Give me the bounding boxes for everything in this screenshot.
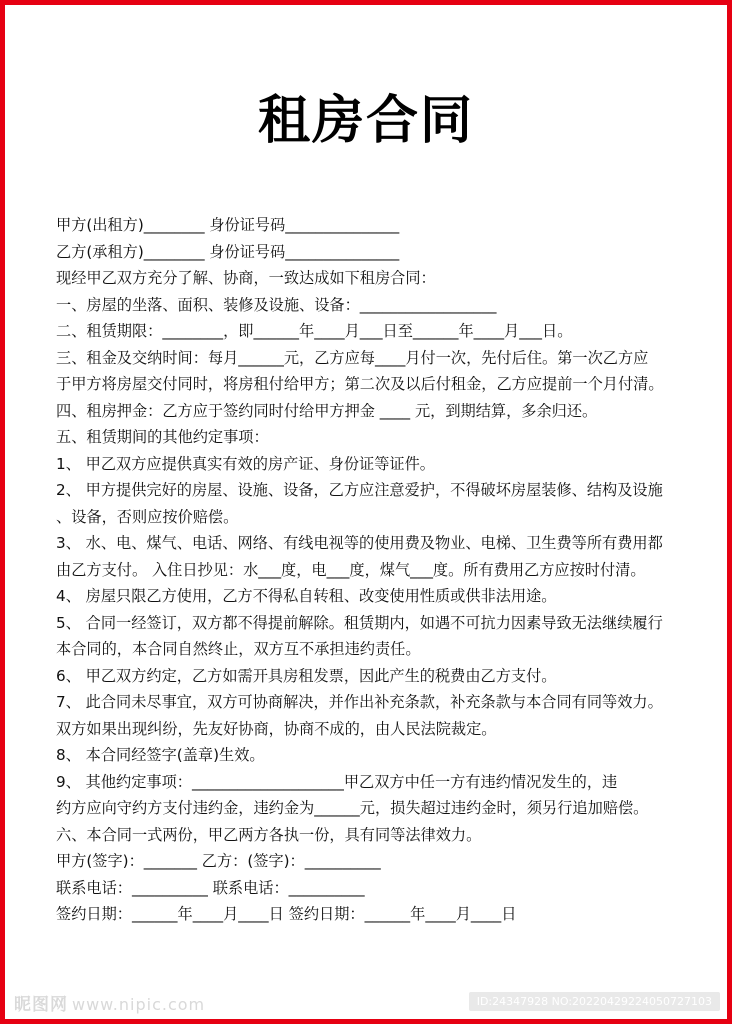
item-2-cont: 、设备，否则应按价赔偿。 (56, 507, 239, 526)
watermark-url: www.nipic.com (72, 995, 206, 1014)
clause-5-heading: 五、租赁期间的其他约定事项： (56, 428, 269, 446)
signature-line: 甲方(签字)：_______ 乙方：(签字)：__________ (56, 852, 381, 870)
item-9-cont: 约方应向守约方支付违约金，违约金为______元，损失超过违约金时，须另行追加赔偿。 (56, 799, 649, 817)
item-5: 5、 合同一经签订，双方都不得提前解除。租赁期内，如遇不可抗力因素导致无法继续履行 (56, 613, 663, 632)
item-7-cont: 双方如果出现纠纷，先友好协商，协商不成的，由人民法院裁定。 (56, 719, 497, 738)
party-b-line: 乙方(承租方)________ 身份证号码_______________ (56, 242, 400, 261)
clause-3-cont: 于甲方将房屋交付同时，将房租付给甲方；第二次及以后付租金，乙方应提前一个月付清。 (56, 375, 664, 393)
clause-6: 六、本合同一式两份，甲乙两方各执一份，具有同等法律效力。 (56, 825, 482, 844)
clause-4: 四、租房押金：乙方应于签约同时付给甲方押金 ____ 元，到期结算，多余归还。 (56, 401, 598, 420)
clause-1: 一、房屋的坐落、面积、装修及设施、设备：__________________ (56, 295, 497, 314)
contract-title: 租房合同 (257, 91, 474, 151)
watermark-id: ID:24347928 NO:20220429224050727103 (469, 992, 720, 1011)
date-line: 签约日期：______年____月____日 签约日期：______年____月____日 (56, 905, 517, 923)
item-3: 3、 水、电、煤气、电话、网络、有线电视等的使用费及物业、电梯、卫生费等所有费用都 (56, 534, 663, 552)
item-4: 4、 房屋只限乙方使用，乙方不得私自转租、改变使用性质或供非法用途。 (56, 587, 557, 605)
item-7: 7、 此合同未尽事宜，双方可协商解决，并作出补充条款，补充条款与本合同有同等效力。 (56, 693, 663, 711)
item-8: 8、 本合同经签字(盖章)生效。 (56, 746, 265, 764)
item-9: 9、 其他约定事项：____________________甲乙双方中任一方有违约情况发生的，违 (56, 772, 618, 791)
item-5-cont: 本合同的，本合同自然终止，双方互不承担违约责任。 (56, 640, 421, 658)
item-3-cont: 由乙方支付。 入住日抄见：水___度，电___度，煤气___度。所有费用乙方应按时付清。 (56, 560, 646, 579)
contract-body (56, 212, 688, 928)
item-6: 6、 甲乙双方约定，乙方如需开具房租发票，因此产生的税费由乙方支付。 (56, 666, 557, 685)
watermark-logo-text: 昵图网 (14, 995, 68, 1015)
party-a-line: 甲方(出租方)________ 身份证号码_______________ (56, 216, 400, 234)
clause-2: 二、租赁期限：________，即______年____月___日至______年____月___日。 (56, 322, 573, 340)
item-1: 1、 甲乙双方应提供真实有效的房产证、身份证等证件。 (56, 454, 435, 473)
item-2: 2、 甲方提供完好的房屋、设施、设备，乙方应注意爱护，不得破坏房屋装修、结构及设施 (56, 481, 663, 499)
phone-line: 联系电话：__________ 联系电话：__________ (56, 878, 365, 897)
watermark-logo (14, 990, 205, 1015)
clause-3: 三、租金及交纳时间：每月______元，乙方应每____月付一次，先付后住。第一次乙方应 (56, 348, 649, 367)
intro-line: 现经甲乙双方充分了解、协商，一致达成如下租房合同： (56, 269, 436, 287)
